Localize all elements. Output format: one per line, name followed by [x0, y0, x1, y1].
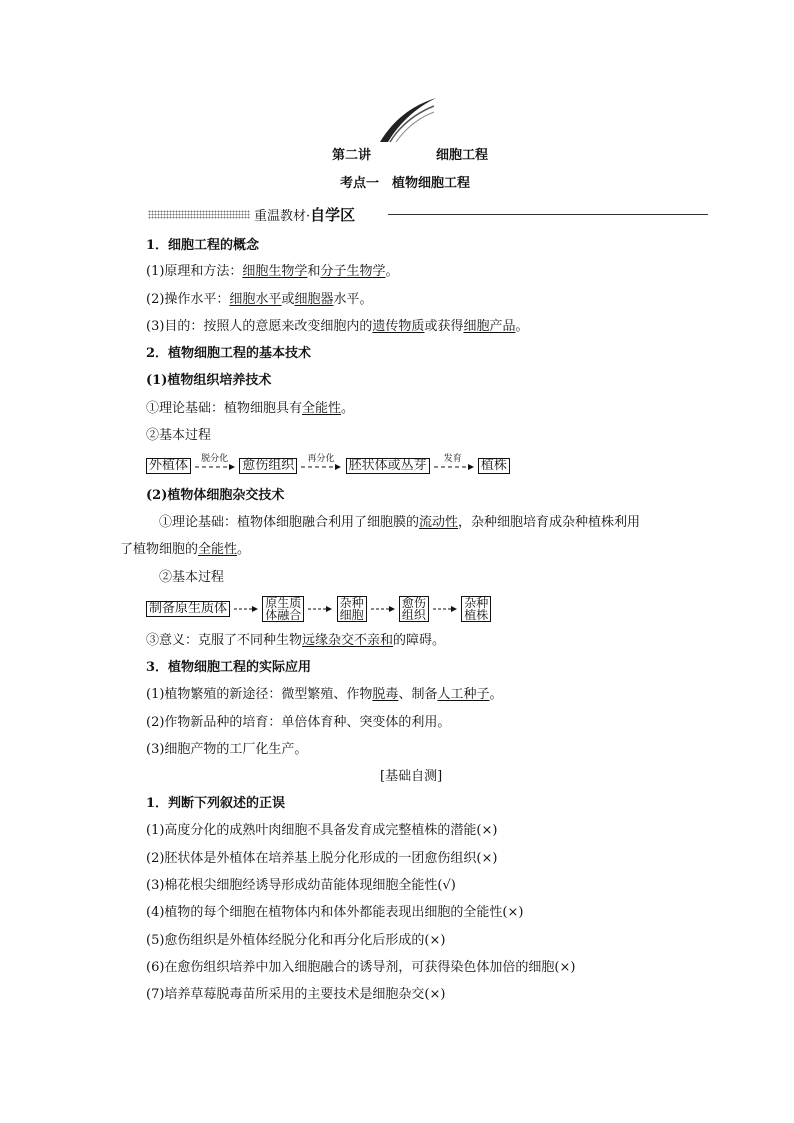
flow2-arrow-4	[433, 604, 457, 614]
flow1-arrow-1: 脱分化	[195, 458, 235, 474]
s2-q2: ②基本过程	[159, 570, 225, 585]
selftest-heading: 1．判断下列叙述的正误	[146, 796, 286, 811]
flow2-node-hybrid-plant: 杂种 植株	[461, 596, 491, 622]
s1-line2: (2)操作水平：细胞水平或细胞器水平。	[146, 292, 373, 307]
flow2-node-hybrid-cell: 杂种 细胞	[337, 596, 367, 622]
s2-q3: ③意义：克服了不同种生物远缘杂交不亲和的障碍。	[146, 633, 446, 648]
flow2-arrow-1	[234, 604, 258, 614]
s2-p2: ②基本过程	[146, 428, 212, 443]
selftest-item-6: (6)在愈伤组织培养中加入细胞融合的诱导剂，可获得染色体加倍的细胞(×)	[146, 960, 576, 975]
flow1-arrow-3: 发育	[434, 458, 474, 474]
s3-line2: (2)作物新品种的培育：单倍体育种、突变体的利用。	[146, 715, 451, 730]
selftest-item-3: (3)棉花根尖细胞经诱导形成幼苗能体现细胞全能性(√)	[146, 878, 456, 893]
page-title: 细胞工程	[436, 148, 489, 163]
selftest-item-2: (2)胚状体是外植体在培养基上脱分化形成的一团愈伤组织(×)	[146, 851, 498, 866]
selftest-item-1: (1)高度分化的成熟叶肉细胞不具备发育成完整植株的潜能(×)	[146, 823, 498, 838]
s2-q1: ①理论基础：植物体细胞融合利用了细胞膜的流动性，杂种细胞培育成杂种植株利用	[159, 515, 641, 530]
lecture-label: 第二讲	[332, 148, 372, 163]
flow-tissue-culture	[146, 453, 510, 476]
page-subtitle: 考点一 植物细胞工程	[340, 176, 471, 191]
flow2-node-callus: 愈伤 组织	[399, 596, 429, 622]
flow2-arrow-2	[308, 604, 332, 614]
selftest-title: [基础自测]	[380, 769, 443, 784]
s2-p1: ①理论基础：植物细胞具有全能性。	[146, 401, 355, 416]
s3-line3: (3)细胞产物的工厂化生产。	[146, 742, 308, 757]
s2-sub1: (1)植物组织培养技术	[146, 373, 272, 388]
selftest-item-4: (4)植物的每个细胞在植物体内和体外都能表现出细胞的全能性(×)	[146, 905, 524, 920]
s3-line1: (1)植物繁殖的新途径：微型繁殖、作物脱毒、制备人工种子。	[146, 687, 503, 702]
flow1-node-embryoid: 胚状体或丛芽	[346, 458, 430, 474]
selftest-item-5: (5)愈伤组织是外植体经脱分化和再分化后形成的(×)	[146, 933, 446, 948]
section-bar-label: 重温教材·自学区	[254, 206, 356, 224]
s1-heading: 1．细胞工程的概念	[146, 238, 260, 253]
selftest-item-7: (7)培养草莓脱毒苗所采用的主要技术是细胞杂交(×)	[146, 987, 446, 1002]
flow1-arrow-2: 再分化	[301, 458, 341, 474]
s2-heading: 2．植物细胞工程的基本技术	[146, 346, 312, 361]
flow2-node-protoplast: 制备原生质体	[146, 601, 230, 617]
flow1-node-plant: 植株	[478, 458, 510, 474]
flow2-arrow-3	[371, 604, 395, 614]
flow1-node-explant: 外植体	[146, 458, 191, 474]
flow2-node-fusion: 原生质 体融合	[262, 596, 304, 622]
s1-line3: (3)目的：按照人的意愿来改变细胞内的遗传物质或获得细胞产品。	[146, 319, 529, 334]
s2-sub2: (2)植物体细胞杂交技术	[146, 488, 285, 503]
s3-heading: 3．植物细胞工程的实际应用	[146, 660, 312, 675]
s2-q1-cont: 了植物细胞的全能性。	[120, 542, 251, 557]
flow-somatic-hybridization	[146, 594, 491, 624]
content	[120, 0, 706, 1123]
flow1-node-callus: 愈伤组织	[239, 458, 297, 474]
s1-line1: (1)原理和方法：细胞生物学和分子生物学。	[146, 264, 399, 279]
